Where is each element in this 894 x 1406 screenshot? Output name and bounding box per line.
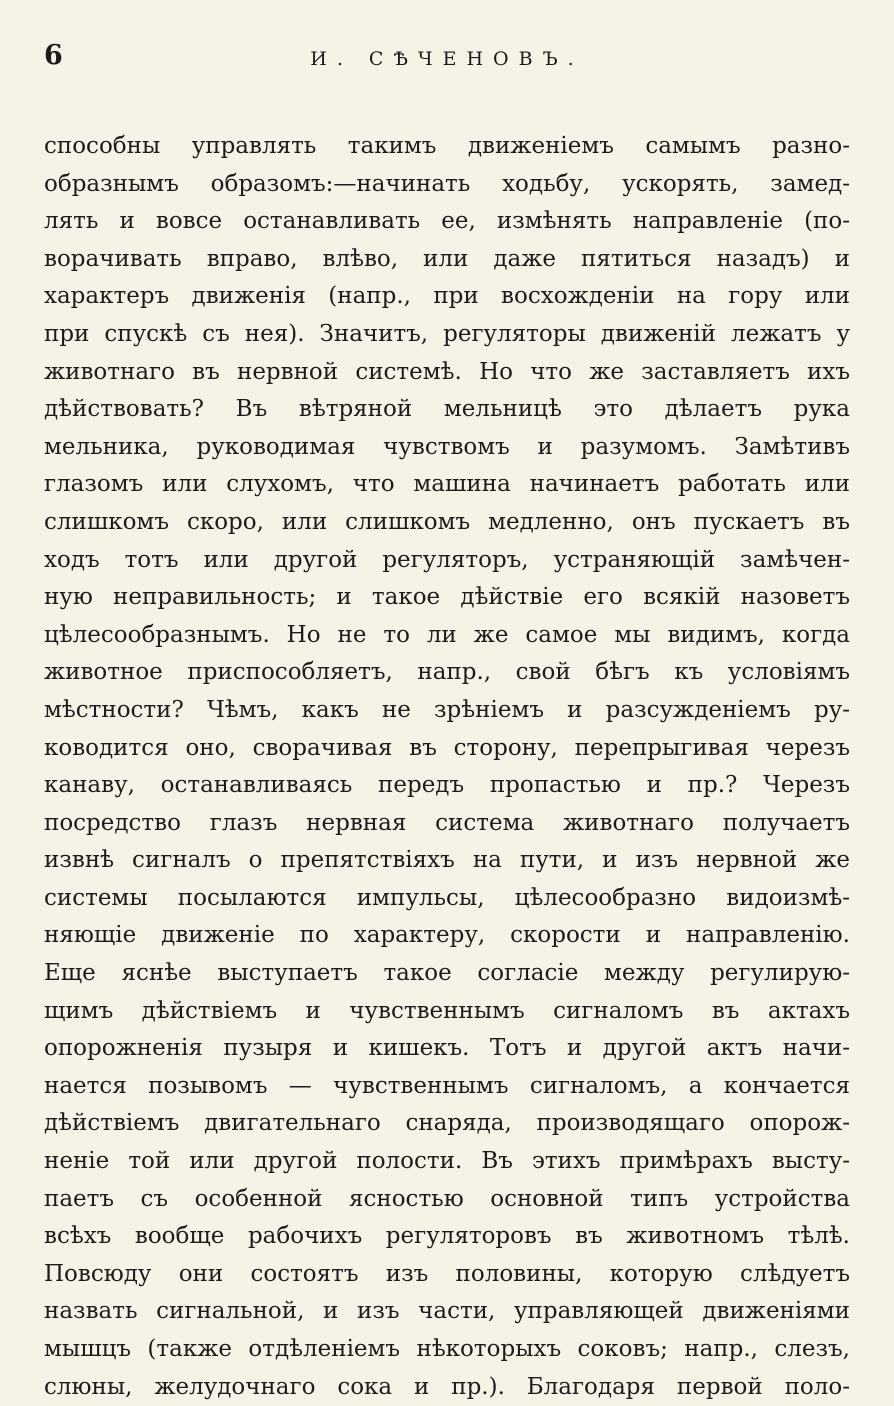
running-head: И. СѢЧЕНОВЪ. (310, 48, 584, 70)
text-line: посредство глазъ нервная система животнаго получаетъ (44, 809, 850, 836)
text-line: образнымъ образомъ:—начинать ходьбу, ускорять, замед- (44, 170, 850, 197)
text-line: цѣлесообразнымъ. Но не то ли же самое мы видимъ, когда (44, 621, 850, 648)
text-line: Повсюду они состоятъ изъ половины, которую слѣдуетъ (44, 1260, 850, 1287)
text-line: мѣстности? Чѣмъ, какъ не зрѣнiемъ и разсужденiемъ ру- (44, 696, 850, 723)
text-line: дѣйствовать? Въ вѣтряной мельницѣ это дѣлаетъ рука (44, 396, 850, 423)
text-line: ходъ тотъ или другой регуляторъ, устраняющiй замѣчен- (44, 546, 850, 573)
text-line: слишкомъ скоро, или слишкомъ медленно, онъ пускаетъ въ (44, 508, 850, 535)
text-line: характеръ движенiя (напр., при восхожденiи на гору или (44, 283, 850, 310)
text-line: всѣхъ вообще рабочихъ регуляторовъ въ животномъ тѣлѣ. (44, 1223, 850, 1250)
text-line: няющiе движенiе по характеру, скорости и направленiю. (44, 922, 850, 949)
text-line: назвать сигнальной, и изъ части, управляющей движенiями (44, 1298, 850, 1325)
text-line: ную неправильность; и такое дѣйствiе его всякiй назоветъ (44, 584, 850, 611)
text-line: канаву, останавливаясь передъ пропастью и пр.? Черезъ (44, 772, 850, 799)
text-line: глазомъ или слухомъ, что машина начинаетъ работать или (44, 471, 850, 498)
text-line: ненiе той или другой полости. Въ этихъ примѣрахъ высту- (44, 1148, 850, 1175)
text-line: системы посылаются импульсы, цѣлесообразно видоизмѣ- (44, 884, 850, 911)
page-number: 6 (44, 40, 63, 71)
text-line: Еще яснѣе выступаетъ такое согласiе между регулирую- (44, 960, 850, 987)
text-line: животное приспособляетъ, напр., свой бѣгъ къ условiямъ (44, 659, 850, 686)
text-line: лять и вовсе останавливать ее, измѣнять направленiе (по- (44, 208, 850, 235)
body-text (44, 128, 850, 1406)
text-line: нается позывомъ — чувственнымъ сигналомъ, а кончается (44, 1072, 850, 1099)
text-line: слюны, желудочнаго сока и пр.). Благодаря первой поло- (44, 1373, 850, 1400)
text-line: ворачивать вправо, влѣво, или даже пятиться назадъ) и (44, 245, 850, 272)
text-line: при спускѣ съ нея). Значитъ, регуляторы движенiй лежатъ у (44, 320, 850, 347)
text-line: дѣйствiемъ двигательнаго снаряда, производящаго опорож- (44, 1110, 850, 1137)
text-line: опорожненiя пузыря и кишекъ. Тотъ и другой актъ начи- (44, 1035, 850, 1062)
text-line: животнаго въ нервной системѣ. Но что же заставляетъ ихъ (44, 358, 850, 385)
text-line: ководится оно, сворачивая въ сторону, перепрыгивая черезъ (44, 734, 850, 761)
text-line: способны управлять такимъ движенiемъ самымъ разно- (44, 133, 850, 159)
text-line: мельника, руководимая чувствомъ и разумомъ. Замѣтивъ (44, 433, 850, 460)
page-header (44, 36, 850, 80)
text-line: извнѣ сигналъ о препятствiяхъ на пути, и изъ нервной же (44, 847, 850, 874)
text-line: мышцъ (также отдѣленiемъ нѣкоторыхъ соковъ; напр., слезъ, (44, 1336, 850, 1362)
text-line: паетъ съ особенной ясностью основной типъ устройства (44, 1185, 850, 1212)
text-line: щимъ дѣйствiемъ и чувственнымъ сигналомъ въ актахъ (44, 997, 850, 1024)
